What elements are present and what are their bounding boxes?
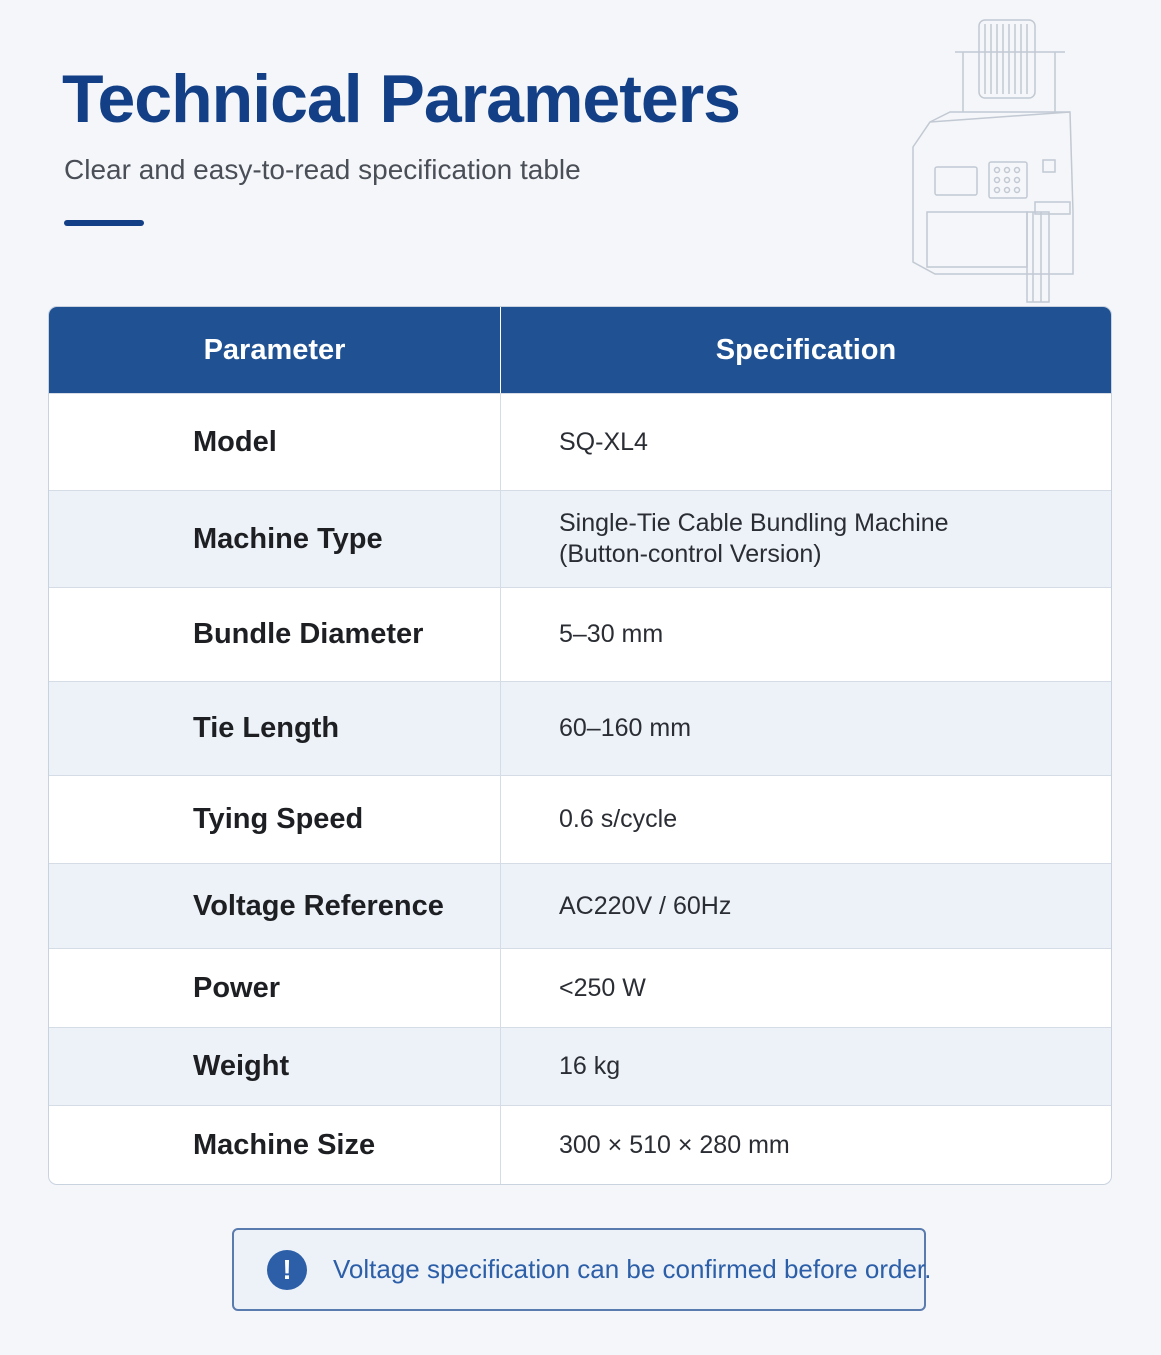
- specification-text: AC220V / 60Hz: [559, 891, 732, 920]
- parameter-cell: Machine Size: [49, 1106, 501, 1184]
- parameter-cell: Tying Speed: [49, 776, 501, 863]
- table-row: [49, 775, 1111, 863]
- parameter-cell: Model: [49, 394, 501, 490]
- specification-text: (Button-control Version): [559, 540, 822, 568]
- parameter-cell: Power: [49, 949, 501, 1027]
- table-header: [49, 307, 1111, 393]
- spec-table: [48, 306, 1112, 1185]
- specification-cell: [501, 949, 1111, 1027]
- table-row: [49, 1027, 1111, 1105]
- specification-cell: [501, 1106, 1111, 1184]
- specification-text: 0.6 s/cycle: [559, 805, 678, 833]
- column-header-specification: Specification: [715, 333, 897, 366]
- table-row: [49, 1105, 1111, 1184]
- specification-text: 16 kg: [559, 1052, 621, 1080]
- specification-text: 60–160 mm: [559, 714, 692, 742]
- table-row: [49, 863, 1111, 948]
- table-row: [49, 681, 1111, 775]
- parameter-cell: Voltage Reference: [49, 864, 501, 948]
- voltage-notice: [232, 1228, 932, 1311]
- specification-text: SQ-XL4: [559, 427, 648, 456]
- cable-bundling-machine-icon: [905, 12, 1085, 307]
- parameter-cell: Weight: [49, 1028, 501, 1105]
- specification-cell: [501, 394, 1111, 490]
- specification-text: <250 W: [559, 973, 646, 1002]
- column-header-parameter: Parameter: [49, 307, 501, 393]
- page-subtitle: Clear and easy-to-read specification table: [64, 154, 581, 185]
- parameter-cell: Machine Type: [49, 491, 501, 587]
- notice-text: Voltage specification can be confirmed before order.: [333, 1254, 932, 1284]
- table-row: [49, 948, 1111, 1027]
- exclamation-icon: [267, 1250, 307, 1290]
- specification-cell: [501, 776, 1111, 863]
- specification-cell: [501, 491, 1111, 587]
- table-row: [49, 587, 1111, 681]
- page-title: Technical Parameters: [62, 61, 740, 137]
- specification-text: 300 × 510 × 280 mm: [559, 1130, 790, 1159]
- specification-cell: [501, 682, 1111, 775]
- specification-cell: [501, 588, 1111, 681]
- table-row: [49, 490, 1111, 587]
- table-row: [49, 393, 1111, 490]
- specification-cell: [501, 864, 1111, 948]
- specification-text: Single-Tie Cable Bundling Machine: [559, 509, 949, 537]
- parameter-cell: Bundle Diameter: [49, 588, 501, 681]
- title-accent-bar: [64, 220, 144, 226]
- parameter-cell: Tie Length: [49, 682, 501, 775]
- specification-text: 5–30 mm: [559, 620, 664, 648]
- specification-cell: [501, 1028, 1111, 1105]
